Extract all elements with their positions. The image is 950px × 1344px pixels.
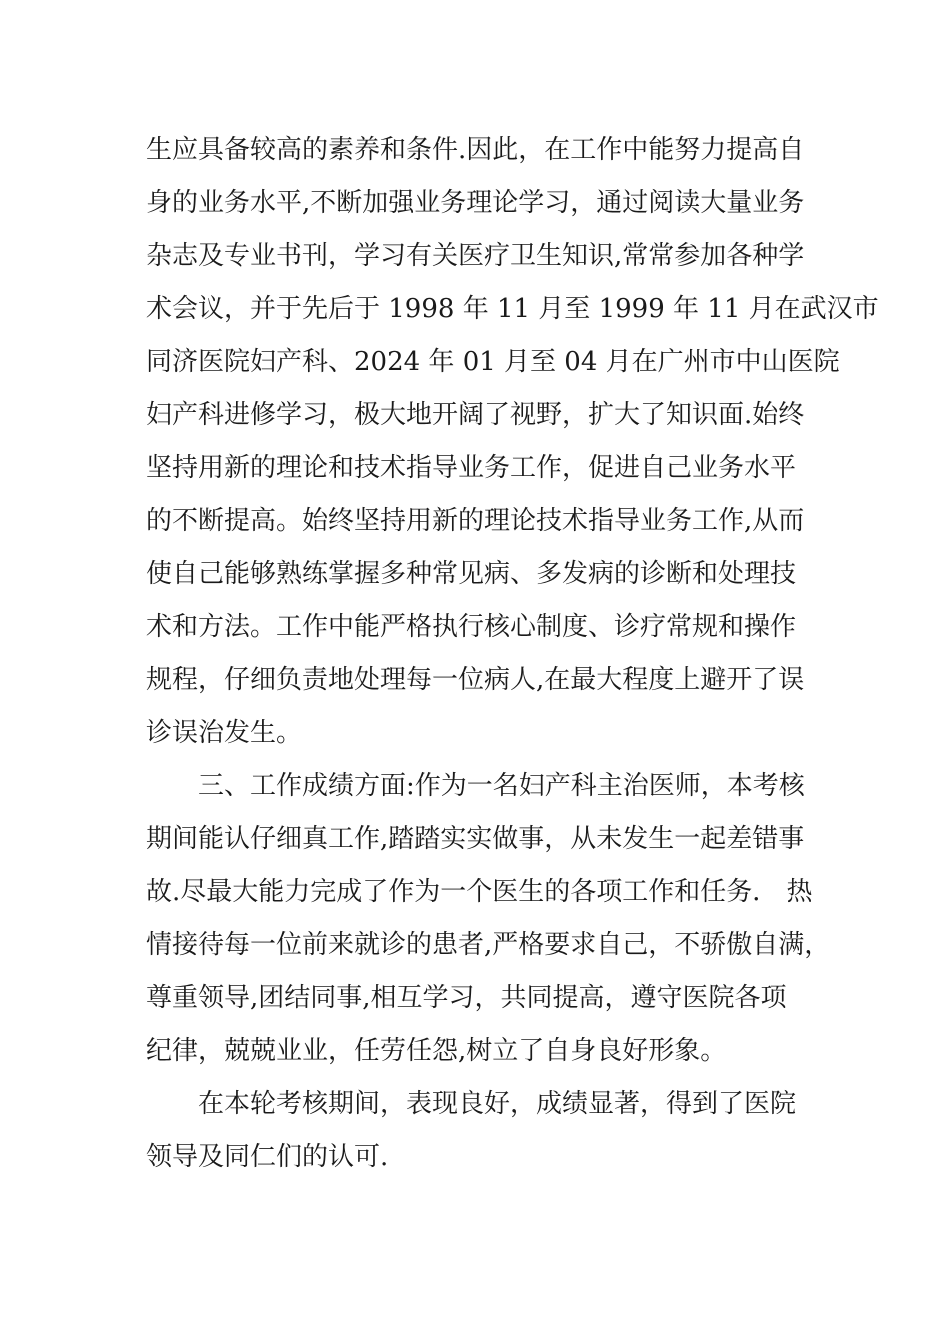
text-line: 故.尽最大能力完成了作为一个医生的各项工作和任务． 热 — [146, 877, 813, 907]
text-line: 领导及同仁们的认可. — [146, 1142, 389, 1172]
paragraph-3 — [146, 1078, 826, 1184]
text-line: 术和方法。工作中能严格执行核心制度、诊疗常规和操作 — [146, 612, 797, 642]
text-line: 杂志及专业书刊，学习有关医疗卫生知识,常常参加各种学 — [146, 241, 805, 271]
text-line: 的不断提高。始终坚持用新的理论技术指导业务工作,从而 — [146, 506, 805, 536]
text-line: 尊重领导,团结同事,相互学习，共同提高，遵守医院各项 — [146, 983, 787, 1013]
text-line: 坚持用新的理论和技术指导业务工作，促进自己业务水平 — [146, 453, 797, 483]
text-line: 规程，仔细负责地处理每一位病人,在最大程度上避开了误 — [146, 665, 805, 695]
text-line: 情接待每一位前来就诊的患者,严格要求自己，不骄傲自满， — [146, 930, 831, 960]
text-line: 在本轮考核期间，表现良好，成绩显著，得到了医院 — [198, 1089, 797, 1119]
text-line: 期间能认仔细真工作,踏踏实实做事，从未发生一起差错事 — [146, 824, 805, 854]
text-line: 身的业务水平,不断加强业务理论学习，通过阅读大量业务 — [146, 188, 805, 218]
paragraph-2 — [146, 760, 831, 1078]
text-line: 诊误治发生。 — [146, 718, 303, 748]
text-line: 纪律，兢兢业业，任劳任怨,树立了自身良好形象。 — [146, 1036, 727, 1066]
text-line: 生应具备较高的素养和条件.因此，在工作中能努力提高自 — [146, 135, 805, 165]
text-line: 术会议，并于先后于 1998 年 11 月至 1999 年 11 月在武汉市 — [146, 294, 879, 324]
document-body — [146, 124, 879, 1184]
text-line: 同济医院妇产科、2024 年 01 月至 04 月在广州市中山医院 — [146, 347, 840, 377]
text-line: 妇产科进修学习，极大地开阔了视野，扩大了知识面.始终 — [146, 400, 805, 430]
paragraph-1 — [146, 124, 879, 760]
text-line: 三、工作成绩方面:作为一名妇产科主治医师，本考核 — [198, 771, 805, 801]
text-line: 使自己能够熟练掌握多种常见病、多发病的诊断和处理技 — [146, 559, 797, 589]
